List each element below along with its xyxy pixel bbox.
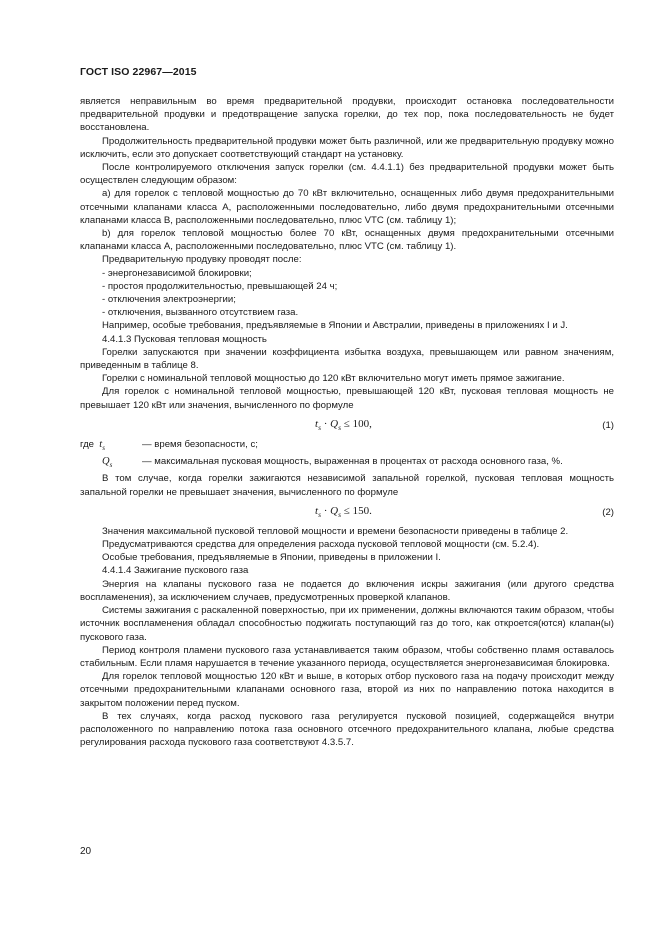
paragraph: Предусматриваются средства для определения расхода пусковой тепловой мощности (см. 5.2.4). bbox=[102, 539, 540, 551]
list-item: b) для горелок тепловой мощностью более 70 кВт, оснащенных двумя предохранительными отсечными клапанами класса А, расположенными последовательно, плюс VTC (см. таблицу 1). bbox=[80, 228, 614, 253]
formula-1 bbox=[80, 414, 614, 438]
page-body bbox=[80, 95, 614, 749]
section-heading: 4.4.1.3 Пусковая тепловая мощность bbox=[102, 333, 267, 345]
page-number: 20 bbox=[80, 846, 92, 857]
paragraph: Например, особые требования, предъявляемые в Японии и Австралии, приведены в приложениях I и J. bbox=[102, 320, 568, 332]
paragraph: Особые требования, предъявляемые в Японии, приведены в приложении I. bbox=[102, 552, 441, 564]
paragraph: Продолжительность предварительной продувки может быть различной, или же предварительную продувку можно исключить, если это допускает соответствующий стандарт на установку. bbox=[80, 135, 614, 160]
list-item: a) для горелок с тепловой мощностью до 70 кВт включительно, оснащенных либо двумя предохранительными отсечными клапанами класса А, расположенными последовательно, либо двумя предохранительными отсечными клапанами класса В, расположенными последовательно, плюс VTC (см. таблицу 1); bbox=[80, 188, 614, 226]
formula-expression: $t_s \cdot Q_s \le 150$. bbox=[315, 504, 372, 520]
list-item: - энергонезависимой блокировки; bbox=[102, 267, 252, 279]
document-header: ГОСТ ISO 22967—2015 bbox=[80, 66, 197, 78]
paragraph: Период контроля пламени пускового газа устанавливается таким образом, чтобы собственно пламя оставалось стабильным. Если пламя нарушается в течение указанного периода, осуществляется энергонезависимая блокировка. bbox=[80, 644, 614, 669]
definition-ts: — время безопасности, с; bbox=[142, 438, 258, 450]
paragraph: После контролируемого отключения запуск горелки (см. 4.4.1.1) без предварительной продувки может быть осуществлен следующим образом: bbox=[80, 162, 614, 187]
list-item: - простоя продолжительностью, превышающей 24 ч; bbox=[102, 280, 338, 292]
paragraph: Для горелок тепловой мощностью 120 кВт и выше, в которых отбор пускового газа на подачу происходит между отсечными предохранительными клапанами основного газа, второй из них по направлению потока находится в закрытом положении перед пуском. bbox=[80, 671, 614, 709]
paragraph: Горелки с номинальной тепловой мощностью до 120 кВт включительно могут иметь прямое зажигание. bbox=[102, 373, 565, 385]
list-item: - отключения электроэнергии; bbox=[102, 294, 236, 306]
paragraph: Системы зажигания с раскаленной поверхностью, при их применении, должны включаются таким образом, чтобы источник воспламенения обладал способностью поджигать поступающий газ до того, как откроется(ются) клапан(ы) пускового газа. bbox=[80, 605, 614, 643]
paragraph: Энергия на клапаны пускового газа не подается до включения искры зажигания (или другого средства воспламенения), за исключением случаев, предусмотренных проверкой клапанов. bbox=[80, 578, 614, 603]
formula-definitions: где $t_s$ — время безопасности, с; $Q_s$ — максимальная пусковая мощность, выраженная в процентах от расхода основного газа, %. bbox=[80, 438, 614, 473]
paragraph: В том случае, когда горелки зажигаются независимой запальной горелкой, пусковая тепловая мощность запальной горелки не превышает значения, вычисленного по формуле bbox=[80, 473, 614, 498]
paragraph: Предварительную продувку проводят после: bbox=[102, 254, 302, 266]
definition-qs: — максимальная пусковая мощность, выраженная в процентах от расхода основного газа, %. bbox=[142, 456, 563, 468]
paragraph: Значения максимальной пусковой тепловой мощности и времени безопасности приведены в таблице 2. bbox=[102, 525, 569, 537]
list-item: - отключения, вызванного отсутствием газа. bbox=[102, 307, 299, 319]
formula-2 bbox=[80, 501, 614, 525]
section-heading: 4.4.1.4 Зажигание пускового газа bbox=[102, 565, 249, 577]
formula-expression: $t_s \cdot Q_s \le 100$, bbox=[315, 417, 372, 433]
paragraph: Для горелок с номинальной тепловой мощностью, превышающей 120 кВт, пусковая тепловая мощность не превышает 120 кВт или значения, вычисленного по формуле bbox=[80, 386, 614, 411]
paragraph: Горелки запускаются при значении коэффициента избытка воздуха, превышающем или равном значениям, приведенным в таблице 8. bbox=[80, 346, 614, 372]
paragraph: является неправильным во время предварительной продувки, происходит остановка последовательности предварительной продувки и предотвращение запуска горелки, до тех пор, пока последовательность не будет восстановлена. bbox=[80, 96, 614, 134]
paragraph: В тех случаях, когда расход пускового газа регулируется пусковой позицией, содержащейся внутри расположенного по направлению потока газа основного отсечного предохранительного клапана, любые средства регулирования расхода пускового газа соответствуют 4.3.5.7. bbox=[80, 710, 614, 749]
formula-number: (1) bbox=[602, 419, 614, 431]
formula-number: (2) bbox=[602, 506, 614, 518]
